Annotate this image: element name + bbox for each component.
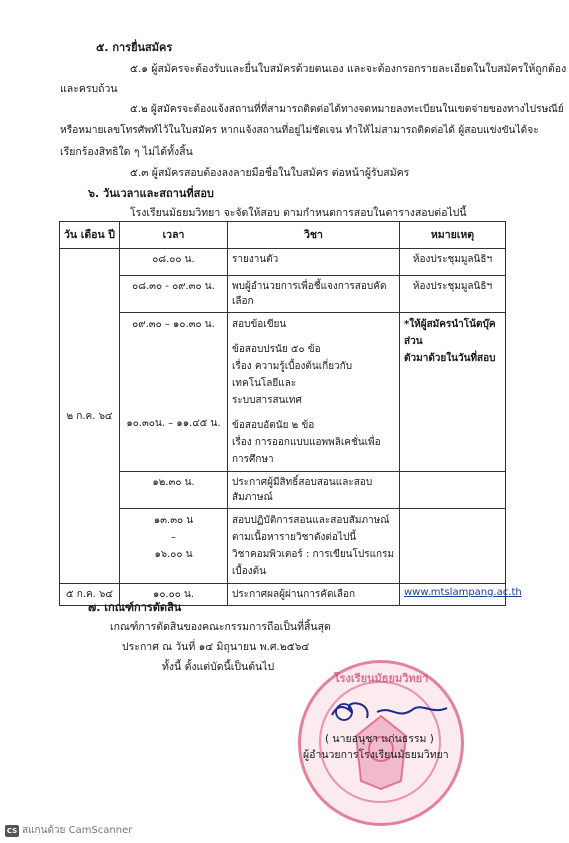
announce-date: ประกาศ ณ วันที่ ๑๔ มิถุนายน พ.ศ.๒๕๖๔ (122, 641, 310, 653)
camscanner-label: สแกนด้วย CamScanner (22, 825, 133, 836)
date-cell-1 (60, 249, 120, 584)
header-note: หมายเหตุ (400, 222, 506, 249)
note-cell: ห้องประชุมมูลนิธิฯ (400, 249, 506, 276)
note-cell: ห้องประชุมมูลนิธิฯ (400, 276, 506, 313)
table-row (60, 472, 506, 509)
exam-schedule-table (59, 221, 522, 606)
time-cell (120, 509, 228, 584)
subject-cell (228, 509, 400, 584)
note-line: *ให้ผู้สมัครนำโน้ตบุ๊คส่วน (404, 319, 496, 347)
header-time: เวลา (120, 222, 228, 249)
section-7-line1: เกณฑ์การตัดสินของคณะกรรมการถือเป็นที่สิ้นสุด (110, 621, 331, 633)
subject-line: วิชาคอมพิวเตอร์ : การเขียนโปรแกรมเบื้องต้น (232, 549, 395, 577)
subject-line: ตามเนื้อหารายวิชาดังต่อไปนี้ (232, 532, 357, 543)
website-link[interactable]: www.mtslampang.ac.th (400, 584, 506, 606)
time-cell: ๑๒.๓๐ น. (120, 472, 228, 509)
time-line: ๑๓.๓๐ น (153, 515, 194, 526)
signer-name: ( นายอนุชา แก่นธรรม ) (325, 733, 434, 745)
time-cell: ๐๘.๐๐ น. (120, 249, 228, 276)
subject-line: เรื่อง ความรู้เบื้องต้นเกี่ยวกับเทคโนโลยีและ (232, 361, 353, 389)
note-cell (400, 509, 506, 584)
section-6-intro: โรงเรียนมัธยมวิทยา จะจัดให้สอบ ตามกำหนดการสอบในตารางสอบต่อไปนี้ (130, 207, 467, 219)
subject-cell: พบผู้อำนวยการเพื่อชี้แจงการสอบคัดเลือก (228, 276, 400, 313)
stamp-text: โรงเรียนมัธยมวิทยา (333, 672, 429, 685)
camscanner-logo-icon: CS (6, 827, 18, 835)
table-row (60, 249, 506, 276)
subject-cell: ประกาศผู้มีสิทธิ์สอบสอนและสอบสัมภาษณ์ (228, 472, 400, 509)
signer-position: ผู้อำนวยการโรงเรียนมัธยมวิทยา (303, 749, 449, 761)
time-line: – (171, 532, 176, 543)
table-row (60, 509, 506, 584)
subject-line: ระบบสารสนเทศ (232, 395, 302, 406)
section-5-heading: ๕. การยื่นสมัคร (96, 41, 173, 54)
signature-scribble (322, 690, 462, 730)
section-5-1-line2: และครบถ้วน (60, 83, 118, 95)
table-row (60, 313, 506, 472)
subject-cell: รายงานตัว (228, 249, 400, 276)
subject-line: สอบปฏิบัติการสอนและสอบสัมภาษณ์ (232, 515, 390, 526)
header-date: วัน เดือน ปี (60, 222, 120, 249)
time-cell: ๐๘.๓๐ - ๐๙.๓๐ น. (120, 276, 228, 313)
subject-line: ข้อสอบอัตนัย ๒ ข้อ (232, 420, 315, 431)
note-cell (400, 313, 506, 472)
time-line: ๑๐.๓๐น. – ๑๑.๔๕ น. (126, 418, 221, 429)
date-1: ๒ ก.ค. ๖๔ (66, 410, 113, 422)
camscanner-watermark (5, 823, 132, 838)
time-cell: ๑๐.๐๐ น. (120, 584, 228, 606)
header-subject: วิชา (228, 222, 400, 249)
effective-line: ทั้งนี้ ตั้งแต่บัดนี้เป็นต้นไป (162, 661, 275, 673)
subject-line: สอบข้อเขียน (232, 319, 287, 330)
section-7-heading: ๗. เกณฑ์การตัดสิน (88, 601, 182, 614)
time-line: ๑๖.๐๐ น (154, 549, 193, 560)
subject-line: เรื่อง การออกแบบแอพพลิเคชั่นเพื่อการศึกษา (232, 437, 381, 465)
time-cell (120, 313, 228, 472)
section-5-2-line2: หรือหมายเลขโทรศัพท์ไว้ในใบสมัคร หากแจ้งสถานที่อยู่ไม่ชัดเจน ทำให้ไม่สามารถติดต่อได้ ผู้สอบแข่งขันได้จะ (60, 125, 539, 136)
date-cell-2: ๕ ก.ค. ๖๔ (60, 584, 120, 606)
section-5-2-line1: ๕.๒ ผู้สมัครจะต้องแจ้งสถานที่ที่สามารถติดต่อได้ทางจดหมายลงทะเบียนในเขตจ่ายของทางไปรษณีย์ (130, 104, 564, 115)
note-line: ตัวมาด้วยในวันที่สอบ (404, 353, 496, 364)
section-5-3-line1: ๕.๓ ผู้สมัครสอบต้องลงลายมือชื่อในใบสมัคร ต่อหน้าผู้รับสมัคร (130, 167, 410, 179)
section-6-heading: ๖. วันเวลาและสถานที่สอบ (88, 187, 214, 200)
section-5-1-line1: ๕.๑ ผู้สมัครจะต้องรับและยื่นใบสมัครด้วยตนเอง และจะต้องกรอกรายละเอียดในใบสมัครให้ถูกต้อง (130, 63, 567, 75)
table-header-row (60, 222, 506, 249)
table-row (60, 276, 506, 313)
subject-line: ข้อสอบปรนัย ๕๐ ข้อ (232, 344, 321, 355)
note-cell (400, 472, 506, 509)
time-line: ๐๙.๓๐ – ๑๐.๓๐ น. (132, 319, 215, 330)
section-5-2-line3: เรียกร้องสิทธิใด ๆ ไม่ได้ทั้งสิ้น (60, 146, 193, 158)
subject-cell: ประกาศผลผู้ผ่านการคัดเลือก (228, 584, 400, 606)
subject-cell (228, 313, 400, 472)
